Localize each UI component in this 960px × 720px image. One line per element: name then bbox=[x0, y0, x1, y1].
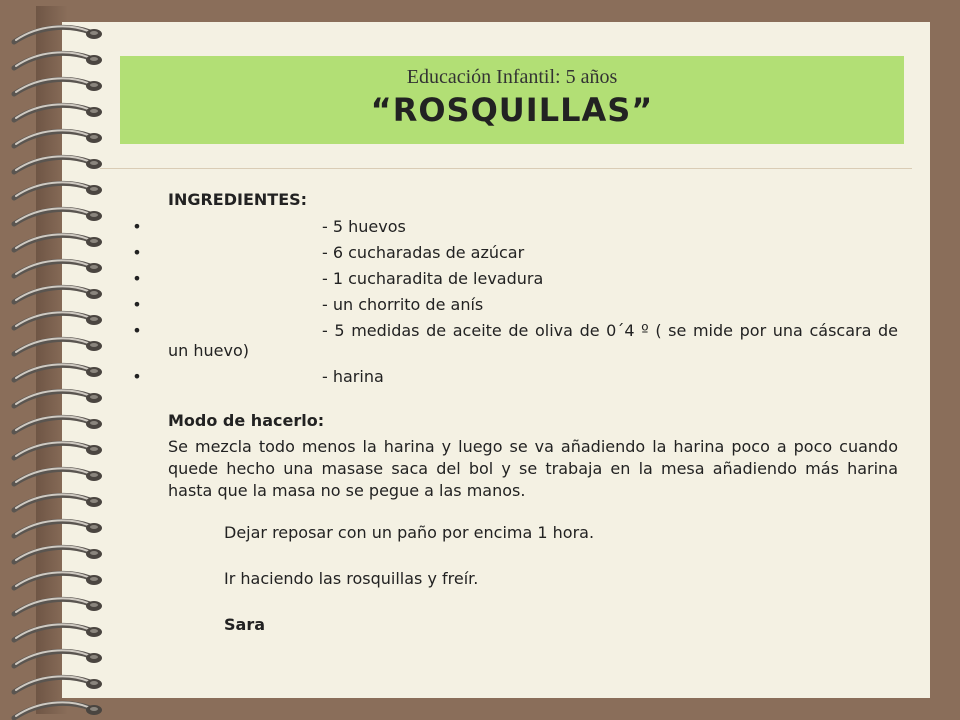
ring-icon bbox=[14, 676, 102, 692]
ring-icon bbox=[14, 338, 102, 354]
spiral-binding bbox=[8, 0, 108, 720]
method-heading: Modo de hacerlo: bbox=[168, 411, 325, 430]
bullet-icon: • bbox=[132, 269, 142, 288]
title-banner bbox=[120, 56, 904, 144]
ring-icon bbox=[14, 286, 102, 302]
ring-icon bbox=[14, 572, 102, 588]
ring-icon bbox=[14, 702, 102, 718]
ingredient-item: • - un chorrito de anís bbox=[130, 295, 898, 315]
ring-icon bbox=[14, 468, 102, 484]
ring-icon bbox=[14, 598, 102, 614]
ingredients-heading: INGREDIENTES: bbox=[168, 190, 308, 209]
ring-icon bbox=[14, 260, 102, 276]
ring-icon bbox=[14, 26, 102, 42]
ring-icon bbox=[14, 104, 102, 120]
ring-icon bbox=[14, 494, 102, 510]
bullet-icon: • bbox=[132, 321, 142, 340]
ring-icon bbox=[14, 442, 102, 458]
ring-icon bbox=[14, 234, 102, 250]
bullet-icon: • bbox=[132, 367, 142, 386]
ring-icon bbox=[14, 78, 102, 94]
course-subtitle: Educación Infantil: 5 años bbox=[406, 66, 618, 88]
ingredients-list bbox=[130, 217, 898, 387]
ingredient-item: • - harina bbox=[130, 367, 898, 387]
ring-icon bbox=[14, 208, 102, 224]
ring-icon bbox=[14, 312, 102, 328]
ring-icon bbox=[14, 156, 102, 172]
recipe-title: “ROSQUILLAS” bbox=[370, 91, 654, 129]
ring-icon bbox=[14, 364, 102, 380]
ring-icon bbox=[14, 182, 102, 198]
ring-icon bbox=[14, 52, 102, 68]
ring-icon bbox=[14, 624, 102, 640]
ring-icon bbox=[14, 390, 102, 406]
ring-icon bbox=[14, 520, 102, 536]
ingredient-item: • - 6 cucharadas de azúcar bbox=[130, 243, 898, 263]
author-name: Sara bbox=[224, 615, 266, 634]
fry-instruction: Ir haciendo las rosquillas y freír. bbox=[224, 569, 479, 588]
ring-icon bbox=[14, 650, 102, 666]
bullet-icon: • bbox=[132, 243, 142, 262]
recipe-content bbox=[130, 190, 898, 636]
ingredient-item: • - 5 medidas de aceite de oliva de 0´4 º ( se mide por una cáscara de un huevo) bbox=[130, 321, 898, 361]
ring-icon bbox=[14, 130, 102, 146]
rest-instruction: Dejar reposar con un paño por encima 1 hora. bbox=[224, 523, 595, 542]
ring-icon bbox=[14, 416, 102, 432]
divider bbox=[100, 168, 912, 169]
bullet-icon: • bbox=[132, 217, 142, 236]
bullet-icon: • bbox=[132, 295, 142, 314]
ingredient-item: • - 1 cucharadita de levadura bbox=[130, 269, 898, 289]
ring-icon bbox=[14, 546, 102, 562]
ingredient-item: • - 5 huevos bbox=[130, 217, 898, 237]
method-paragraph: Se mezcla todo menos la harina y luego se va añadiendo la harina poco a poco cuando quede hecho una masase saca del bol y se trabaja en la mesa añadiendo más harina hasta que la masa no se pegue a las manos. bbox=[168, 437, 898, 500]
